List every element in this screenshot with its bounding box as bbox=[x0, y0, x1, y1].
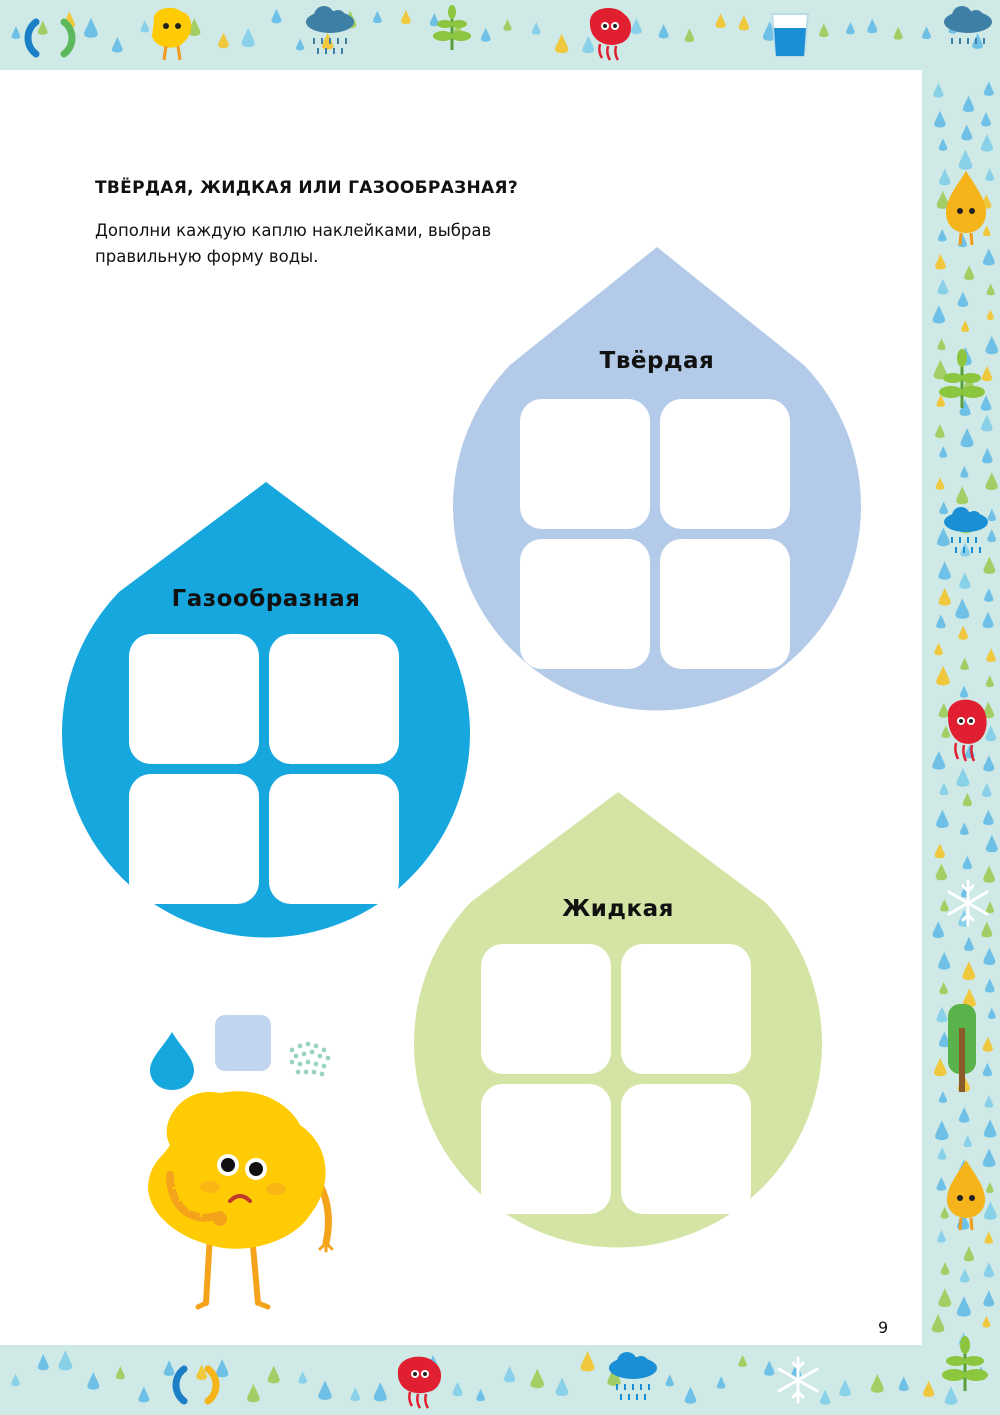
raindrop bbox=[983, 1063, 992, 1077]
raindrop bbox=[983, 248, 995, 265]
drop-gas bbox=[61, 482, 471, 974]
raindrop bbox=[938, 561, 951, 579]
raindrop bbox=[958, 626, 968, 640]
raindrop bbox=[899, 1376, 909, 1391]
cycle-arrows-icon bbox=[176, 1369, 216, 1401]
sticker-slot[interactable] bbox=[269, 774, 399, 904]
drop-solid-label: Твёрдая bbox=[599, 348, 715, 374]
raindrop bbox=[984, 1201, 997, 1220]
drop-gas-label: Газообразная bbox=[171, 586, 361, 612]
raindrop bbox=[985, 168, 994, 181]
raindrop bbox=[556, 1377, 569, 1396]
raindrop bbox=[986, 1182, 994, 1193]
raindrop bbox=[659, 24, 669, 38]
raindrop bbox=[982, 1316, 990, 1328]
plant-icon bbox=[942, 1336, 988, 1391]
raindrop bbox=[481, 28, 491, 42]
raindrop bbox=[985, 725, 996, 741]
sticker-slot[interactable] bbox=[129, 634, 259, 764]
raindrop bbox=[988, 1008, 996, 1019]
raindrop bbox=[764, 1361, 774, 1376]
raindrop bbox=[964, 1246, 974, 1261]
raindrop bbox=[987, 283, 995, 295]
sticker-slot[interactable] bbox=[520, 539, 650, 669]
page-title: ТВЁРДАЯ, ЖИДКАЯ ИЛИ ГАЗООБРАЗНАЯ? bbox=[95, 178, 518, 198]
raindrop bbox=[987, 309, 994, 319]
raindrop bbox=[932, 1314, 945, 1332]
raindrop bbox=[867, 19, 877, 34]
raindrop bbox=[532, 22, 541, 35]
raindrop bbox=[141, 20, 149, 32]
instruction-text: Дополни каждую каплю наклейками, выбрав правильную форму воды. bbox=[95, 221, 492, 266]
raindrop bbox=[138, 1387, 149, 1403]
raindrop bbox=[986, 835, 998, 852]
raindrop bbox=[936, 863, 947, 880]
raindrop bbox=[937, 338, 945, 350]
raindrop bbox=[960, 658, 968, 670]
raindrop bbox=[164, 1360, 175, 1376]
raindrop bbox=[631, 18, 642, 34]
sticker-slot[interactable] bbox=[481, 944, 611, 1074]
rain-cloud-icon bbox=[944, 6, 992, 44]
raindrop bbox=[247, 1384, 259, 1402]
raindrop bbox=[894, 27, 903, 40]
raindrop bbox=[504, 1366, 515, 1382]
raindrop bbox=[939, 138, 948, 150]
raindrop bbox=[819, 23, 828, 37]
raindrop bbox=[242, 28, 255, 47]
raindrop bbox=[936, 477, 945, 490]
raindrop bbox=[962, 961, 975, 980]
raindrop bbox=[981, 112, 991, 126]
raindrop bbox=[983, 1290, 994, 1306]
raindrop bbox=[961, 124, 972, 140]
raindrop bbox=[942, 725, 951, 738]
red-blob-character bbox=[398, 1357, 441, 1408]
page-number: 9 bbox=[878, 1318, 889, 1337]
raindrop bbox=[985, 1095, 994, 1108]
raindrop bbox=[820, 1390, 830, 1405]
raindrop bbox=[936, 666, 949, 686]
raindrop bbox=[374, 1382, 387, 1401]
raindrop bbox=[738, 1355, 746, 1367]
raindrop bbox=[935, 843, 945, 858]
raindrop bbox=[685, 1387, 697, 1404]
raindrop bbox=[216, 1359, 228, 1377]
raindrop bbox=[268, 1366, 280, 1384]
sticker-slot[interactable] bbox=[660, 399, 790, 529]
raindrop bbox=[476, 1389, 484, 1401]
raindrop bbox=[960, 1269, 970, 1283]
raindrop bbox=[939, 446, 947, 458]
raindrop bbox=[982, 366, 992, 381]
raindrop bbox=[87, 1372, 99, 1390]
raindrop bbox=[956, 486, 968, 504]
plant-icon bbox=[433, 5, 471, 50]
raindrop bbox=[937, 528, 950, 547]
raindrop bbox=[982, 783, 992, 797]
raindrop bbox=[935, 254, 946, 270]
raindrop bbox=[401, 10, 411, 24]
raindrop bbox=[933, 305, 946, 323]
raindrop bbox=[937, 1006, 948, 1022]
raindrop bbox=[196, 1364, 207, 1380]
raindrop bbox=[939, 501, 948, 514]
raindrop bbox=[739, 15, 749, 30]
raindrop bbox=[11, 1374, 19, 1386]
water-glass-icon bbox=[772, 14, 808, 56]
raindrop bbox=[945, 1386, 958, 1404]
raindrop bbox=[934, 111, 945, 128]
raindrop bbox=[986, 675, 994, 687]
snowflake-icon bbox=[949, 881, 987, 925]
raindrop bbox=[318, 1380, 331, 1400]
sticker-slot[interactable] bbox=[520, 399, 650, 529]
raindrop bbox=[963, 96, 974, 112]
sticker-grid-solid bbox=[520, 399, 790, 669]
raindrop bbox=[846, 22, 855, 34]
raindrop bbox=[960, 542, 970, 556]
raindrop bbox=[961, 428, 974, 447]
raindrop bbox=[939, 1091, 947, 1103]
raindrop bbox=[933, 83, 943, 98]
raindrop bbox=[922, 26, 931, 39]
raindrop bbox=[940, 899, 949, 912]
sticker-slot[interactable] bbox=[481, 1084, 611, 1214]
raindrop bbox=[960, 685, 968, 697]
yellow-drop-character bbox=[946, 171, 986, 245]
sticker-grid-liquid bbox=[481, 944, 751, 1214]
drop-liquid bbox=[413, 792, 823, 1284]
raindrop bbox=[453, 1382, 463, 1397]
raindrop bbox=[983, 225, 991, 236]
raindrop bbox=[960, 822, 969, 835]
raindrop bbox=[981, 395, 992, 411]
raindrop bbox=[923, 1381, 934, 1397]
raindrop bbox=[934, 643, 943, 656]
raindrop bbox=[983, 865, 995, 882]
raindrop bbox=[112, 37, 123, 53]
raindrop bbox=[984, 81, 994, 95]
raindrop bbox=[871, 1374, 884, 1393]
raindrop bbox=[964, 265, 974, 280]
raindrop bbox=[938, 229, 947, 241]
raindrop bbox=[987, 529, 996, 542]
raindrop bbox=[936, 615, 945, 629]
raindrop bbox=[939, 982, 948, 995]
raindrop bbox=[939, 169, 950, 186]
raindrop bbox=[939, 588, 951, 606]
raindrop bbox=[59, 1350, 73, 1370]
raindrop bbox=[38, 1354, 49, 1370]
raindrop bbox=[503, 19, 511, 31]
raindrop bbox=[961, 320, 969, 332]
raindrop bbox=[937, 1230, 946, 1243]
sticker-slot[interactable] bbox=[129, 774, 259, 904]
raindrop bbox=[12, 26, 21, 39]
raindrop bbox=[373, 11, 381, 23]
drop-solid bbox=[452, 247, 862, 747]
raindrop bbox=[322, 33, 334, 50]
raindrop bbox=[982, 612, 993, 628]
raindrop bbox=[985, 978, 995, 992]
raindrop bbox=[935, 1120, 948, 1140]
raindrop bbox=[959, 572, 970, 589]
raindrop bbox=[982, 448, 993, 464]
yellow-blob-character bbox=[152, 8, 191, 60]
ice-cube-icon bbox=[215, 1015, 271, 1071]
raindrop bbox=[939, 782, 948, 795]
raindrop bbox=[938, 1288, 951, 1307]
cycle-arrows-icon bbox=[28, 22, 72, 54]
raindrop bbox=[941, 1207, 949, 1219]
raindrop bbox=[983, 947, 995, 965]
raindrop bbox=[271, 9, 281, 24]
raindrop bbox=[351, 1387, 360, 1401]
sticker-slot[interactable] bbox=[621, 1084, 751, 1214]
raindrop bbox=[937, 1177, 946, 1191]
sticker-slot[interactable] bbox=[660, 539, 790, 669]
raindrop bbox=[116, 1366, 125, 1379]
raindrop bbox=[985, 1231, 993, 1243]
raindrop bbox=[935, 424, 944, 438]
raindrop bbox=[941, 1262, 950, 1275]
raindrop bbox=[582, 36, 594, 53]
raindrop bbox=[963, 856, 972, 870]
snowflake-icon bbox=[779, 1358, 817, 1402]
raindrop bbox=[218, 32, 229, 48]
raindrop bbox=[988, 509, 996, 521]
raindrop bbox=[957, 768, 970, 787]
raindrop bbox=[983, 1148, 996, 1167]
raindrop bbox=[981, 134, 993, 152]
drop-liquid-label: Жидкая bbox=[562, 896, 674, 922]
raindrop bbox=[938, 279, 949, 295]
raindrop bbox=[296, 39, 304, 51]
raindrop bbox=[983, 810, 994, 825]
raindrop bbox=[964, 1135, 972, 1147]
raindrop bbox=[957, 1296, 971, 1316]
raindrop bbox=[839, 1379, 851, 1396]
raindrop bbox=[555, 34, 568, 53]
raindrop bbox=[958, 291, 969, 306]
raindrop bbox=[959, 1107, 970, 1123]
raindrop bbox=[955, 598, 969, 618]
sticker-slot[interactable] bbox=[621, 944, 751, 1074]
red-blob-character bbox=[590, 8, 631, 60]
water-drop-icon bbox=[146, 1030, 198, 1092]
plant-icon bbox=[939, 349, 985, 408]
tree-icon bbox=[948, 1004, 976, 1092]
raindrop bbox=[932, 751, 945, 770]
raindrop bbox=[938, 952, 950, 970]
raindrop bbox=[986, 472, 998, 490]
raindrop bbox=[981, 922, 992, 938]
raindrop bbox=[986, 336, 999, 354]
raindrop bbox=[936, 810, 949, 828]
raindrop bbox=[939, 703, 949, 718]
raindrop bbox=[932, 921, 943, 938]
raindrop bbox=[531, 1369, 544, 1389]
raindrop bbox=[934, 1058, 947, 1076]
raindrop bbox=[981, 415, 992, 432]
raindrop bbox=[984, 588, 993, 602]
raindrop bbox=[666, 1374, 674, 1386]
raindrop bbox=[984, 1119, 996, 1137]
steam-dots-icon bbox=[286, 1040, 334, 1080]
raindrop bbox=[964, 937, 974, 951]
raindrop bbox=[986, 901, 994, 913]
raindrop bbox=[938, 1147, 947, 1160]
raindrop bbox=[972, 33, 983, 49]
raindrop bbox=[685, 28, 694, 42]
raindrop bbox=[298, 1371, 307, 1383]
raindrop bbox=[983, 1037, 993, 1052]
thinking-yellow-blob-character bbox=[140, 1085, 350, 1313]
raindrop bbox=[717, 1376, 726, 1388]
raindrop bbox=[960, 466, 968, 478]
raindrop bbox=[984, 1262, 994, 1277]
raindrop bbox=[84, 18, 98, 38]
sticker-slot[interactable] bbox=[269, 634, 399, 764]
raindrop bbox=[959, 150, 973, 170]
raindrop bbox=[963, 793, 972, 806]
raindrop bbox=[983, 755, 994, 771]
raindrop bbox=[716, 13, 726, 28]
raindrop bbox=[581, 1351, 595, 1371]
sticker-grid-gas bbox=[129, 634, 399, 904]
raindrop bbox=[983, 557, 995, 574]
raindrop bbox=[986, 648, 995, 662]
